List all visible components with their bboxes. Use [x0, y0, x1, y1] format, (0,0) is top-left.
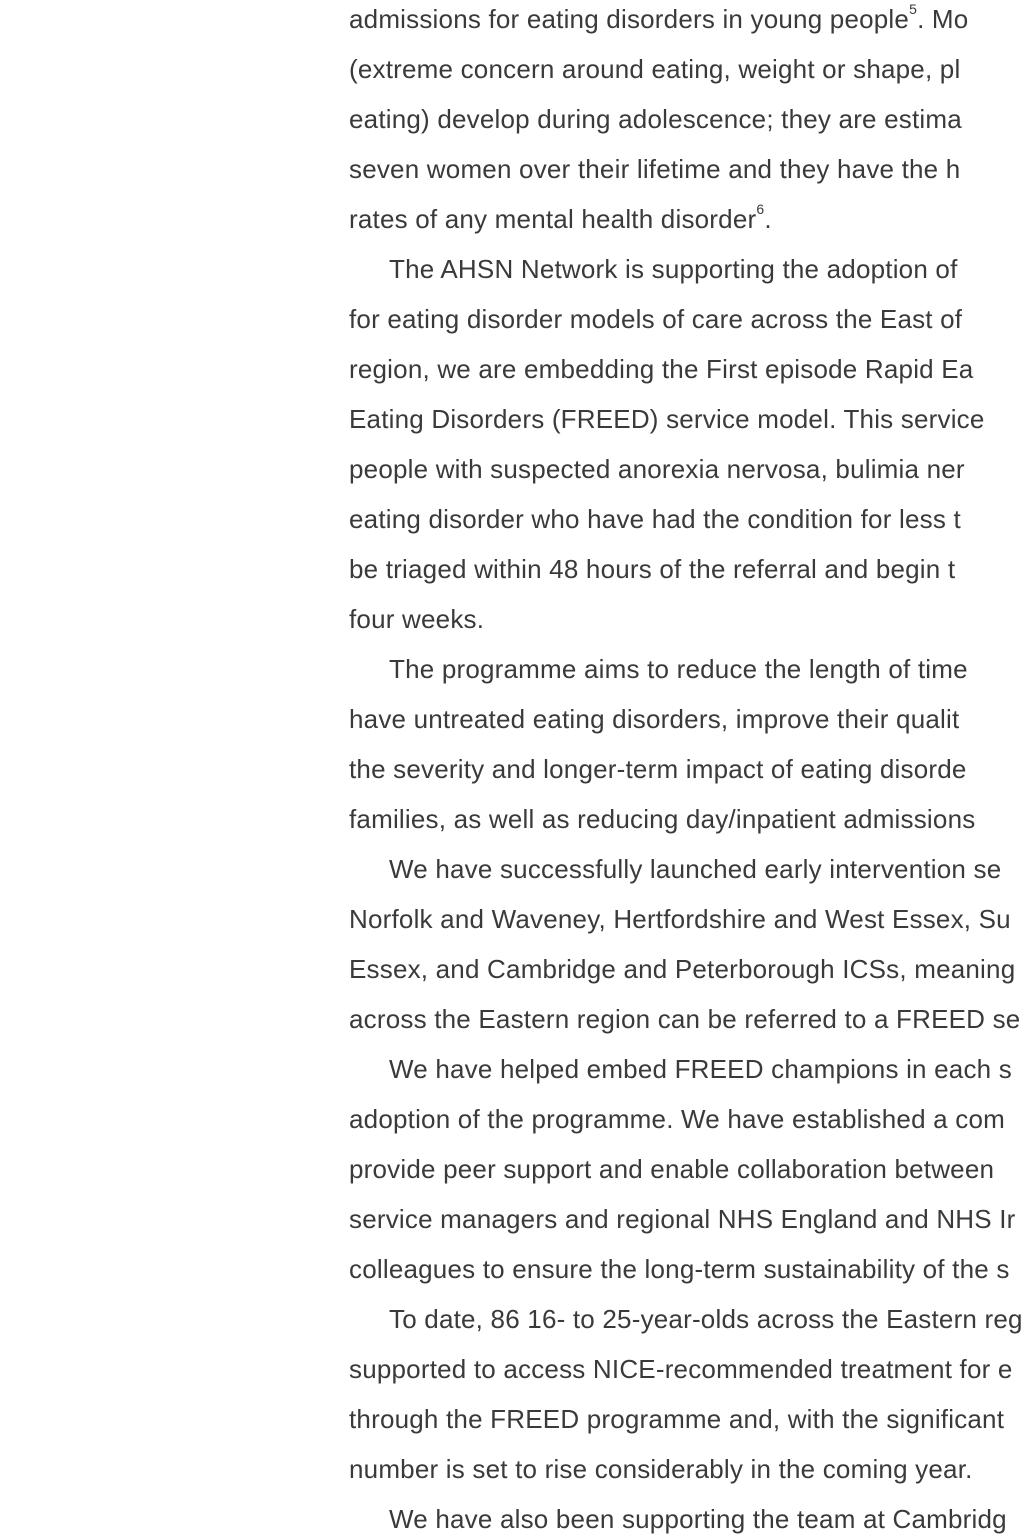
- text-line: seven women over their lifetime and they have the h: [349, 154, 961, 184]
- text-line: We have helped embed FREED champions in each s: [389, 1054, 1012, 1084]
- text-line: four weeks.: [349, 604, 485, 634]
- footnote-ref[interactable]: 5: [909, 1, 918, 18]
- text-line: The programme aims to reduce the length of time: [389, 654, 968, 684]
- text-line: We have also been supporting the team at Cambridg: [389, 1504, 1007, 1534]
- text-line: eating disorder who have had the condition for less t: [349, 504, 961, 534]
- text-line: families, as well as reducing day/inpatient admissions: [349, 804, 976, 834]
- text-line: through the FREED programme and, with the significant: [349, 1404, 1005, 1434]
- text-line: for eating disorder models of care across the East of: [349, 304, 963, 334]
- text-line: We have successfully launched early intervention se: [389, 854, 1002, 884]
- text-line: number is set to rise considerably in the coming year.: [349, 1454, 973, 1484]
- footnote-ref[interactable]: 6: [756, 201, 765, 218]
- text-line: people with suspected anorexia nervosa, bulimia ner: [349, 454, 965, 484]
- text-line: colleagues to ensure the long-term sustainability of the s: [349, 1254, 1010, 1284]
- text-line: To date, 86 16- to 25-year-olds across the Eastern reg: [389, 1304, 1023, 1334]
- text-line: service managers and regional NHS England and NHS Ir: [349, 1204, 1016, 1234]
- text-line: Essex, and Cambridge and Peterborough ICSs, meaning: [349, 954, 1016, 984]
- text-line: admissions for eating disorders in young people$^5$. Mo: [349, 1, 969, 34]
- text-line: region, we are embedding the First episode Rapid Ea: [349, 354, 974, 384]
- text-line: Norfolk and Waveney, Hertfordshire and West Essex, Su: [349, 904, 1011, 934]
- text-line: have untreated eating disorders, improve their qualit: [349, 704, 960, 734]
- text-line: Eating Disorders (FREED) service model. This service: [349, 404, 985, 434]
- text-line: (extreme concern around eating, weight or shape, pl: [349, 54, 961, 84]
- text-line: adoption of the programme. We have established a com: [349, 1104, 1005, 1134]
- text-line: across the Eastern region can be referred to a FREED se: [349, 1004, 1021, 1034]
- text-line: the severity and longer-term impact of eating disorde: [349, 754, 967, 784]
- text-line: eating) develop during adolescence; they are estima: [349, 104, 962, 134]
- text-line: be triaged within 48 hours of the referral and begin t: [349, 554, 956, 584]
- text-line: supported to access NICE-recommended treatment for e: [349, 1354, 1013, 1384]
- text-line: The AHSN Network is supporting the adoption of: [389, 254, 958, 284]
- text-line: rates of any mental health disorder$^6$.: [349, 201, 772, 234]
- text-line: provide peer support and enable collaboration between: [349, 1154, 995, 1184]
